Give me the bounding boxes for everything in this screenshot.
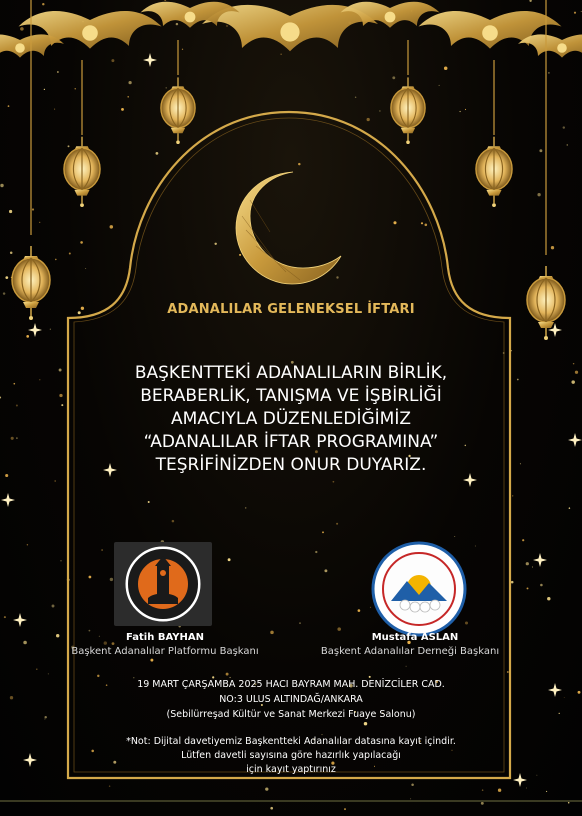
host-name: Fatih BAYHAN xyxy=(126,632,204,643)
invitation-line: BERABERLİK, TANIŞMA VE İŞBİRLİĞİ xyxy=(140,386,442,406)
host-role: Başkent Adanalılar Platformu Başkanı xyxy=(71,646,259,657)
host-name: Mustafa ASLAN xyxy=(371,632,459,643)
event-subtitle: ADANALILAR GELENEKSEL İFTARI xyxy=(167,302,415,317)
bottom-divider xyxy=(0,800,582,802)
event-address-line: 19 MART ÇARŞAMBA 2025 HACI BAYRAM MAH. DENİZCİLER CAD. xyxy=(137,679,445,690)
floral-ornament-icon xyxy=(0,2,582,58)
association-logo xyxy=(371,541,467,637)
note-line: için kayıt yaptırınız xyxy=(246,764,336,775)
registration-note xyxy=(0,735,582,777)
lantern-icon xyxy=(12,77,565,340)
platform-logo xyxy=(114,542,212,626)
invitation-line: AMACIYLA DÜZENLEDİĞİMİZ xyxy=(171,409,411,429)
invitation-line: BAŞKENTTEKİ ADANALILARIN BİRLİK, xyxy=(134,363,448,383)
host-role: Başkent Adanalılar Derneği Başkanı xyxy=(320,646,500,657)
event-venue-line: (Sebilürreşad Kültür ve Sanat Merkezi Fuaye Salonu) xyxy=(166,709,416,720)
invitation-text xyxy=(0,362,582,477)
note-line: Lütfen davetli sayısına göre hazırlık yapılacağı xyxy=(181,750,401,761)
note-line: *Not: Dijital davetiyemiz Başkentteki Adanalılar datasına kayıt içindir. xyxy=(126,736,456,747)
invitation-line: TEŞRİFİNİZDEN ONUR DUYARIZ. xyxy=(155,455,427,475)
event-details xyxy=(0,677,582,722)
crescent-moon-icon xyxy=(236,172,341,284)
event-address-line: NO:3 ULUS ALTINDAĞ/ANKARA xyxy=(219,694,363,705)
invitation-line: “ADANALILAR İFTAR PROGRAMINA” xyxy=(143,432,439,452)
